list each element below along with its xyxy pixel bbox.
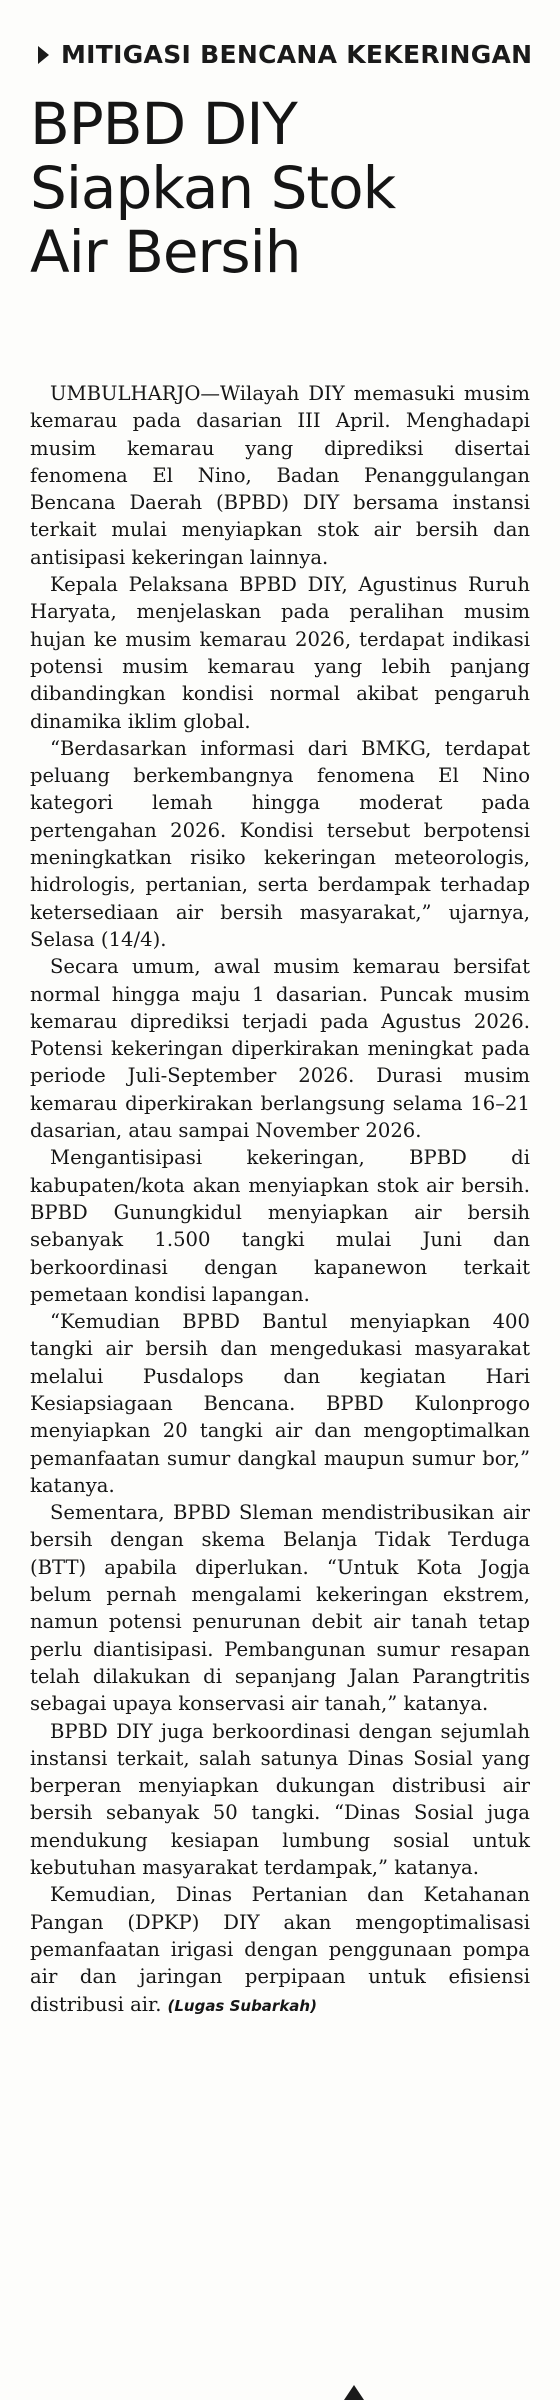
byline: (Lugas Subarkah) bbox=[167, 1996, 317, 2015]
paragraph-2: Kepala Pelaksana BPBD DIY, Agustinus Ruruh Haryata, menjelaskan pada peralihan musim hujan ke musim kemarau 2026, terdapat indikasi potensi musim kemarau yang lebih panjang dibandingkan kondisi normal akibat pengaruh dinamika iklim global. bbox=[30, 573, 530, 733]
paragraph-1: UMBULHARJO—Wilayah DIY memasuki musim kemarau pada dasarian III April. Menghadapi musim kemarau yang diprediksi disertai fenomena El Nino, Badan Penanggulangan Bencana Daerah (BPBD) DIY bersama instansi terkait mulai menyiapkan stok air bersih dan antisipasi kekeringan lainnya. bbox=[30, 382, 530, 569]
triangle-right-icon bbox=[38, 46, 49, 64]
section-rubric bbox=[38, 40, 532, 69]
end-mark-icon bbox=[344, 2385, 364, 2400]
headline-line-3: Air Bersih bbox=[30, 218, 301, 286]
article-body bbox=[30, 380, 530, 2020]
paragraph-4: Secara umum, awal musim kemarau bersifat normal hingga maju 1 dasarian. Puncak musim kemarau diprediksi terjadi pada Agustus 2026. Potensi kekeringan diperkirakan meningkat pada periode Juli-September 2026. Durasi musim kemarau diperkirakan berlangsung selama 16–21 dasarian, atau sampai November 2026. bbox=[30, 955, 530, 1143]
paragraph-5: Mengantisipasi kekeringan, BPBD di kabupaten/kota akan menyiapkan stok air bersih. BPBD Gunungkidul menyiapkan air bersih sebanyak 1.500 tangki mulai Juni dan berkoordinasi dengan kapanewon terkait pemetaan kondisi lapangan. bbox=[30, 1146, 530, 1306]
headline-line-2: Siapkan Stok bbox=[30, 154, 396, 222]
paragraph-8: BPBD DIY juga berkoordinasi dengan sejumlah instansi terkait, salah satunya Dinas Sosial yang berperan menyiapkan dukungan distribusi air bersih sebanyak 50 tangki. “Dinas Sosial juga mendukung kesiapan lumbung sosial untuk kebutuhan masyarakat terdampak,” katanya. bbox=[30, 1719, 530, 1880]
paragraph-9 bbox=[30, 1881, 530, 2019]
paragraph-9-text: Kemudian, Dinas Pertanian dan Ketahanan Pangan (DPKP) DIY akan mengoptimalisasi pemanfaatan irigasi dengan penggunaan pompa air dan jaringan perpipaan untuk efisiensi distribusi air. bbox=[30, 1883, 530, 2016]
rubric-label: MITIGASI BENCANA KEKERINGAN bbox=[61, 40, 533, 69]
paragraph-3: “Berdasarkan informasi dari BMKG, terdapat peluang berkembangnya fenomena El Nino kategori lemah hingga moderat pada pertengahan 2026. Kondisi tersebut berpotensi meningkatkan risiko kekeringan meteorologis, hidrologis, pertanian, serta berdampak terhadap ketersediaan air bersih masyarakat,” ujarnya, Selasa (14/4). bbox=[30, 736, 530, 951]
paragraph-6: “Kemudian BPBD Bantul menyiapkan 400 tangki air bersih dan mengedukasi masyarakat melalui Pusdalops dan kegiatan Hari Kesiapsiagaan Bencana. BPBD Kulonprogo menyiapkan 20 tangki air dan mengoptimalkan pemanfaatan sumur dangkal maupun sumur bor,” katanya. bbox=[30, 1310, 530, 1497]
headline bbox=[30, 92, 530, 284]
paragraph-7: Sementara, BPBD Sleman mendistribusikan air bersih dengan skema Belanja Tidak Terduga (BTT) apabila diperlukan. “Untuk Kota Jogja belum pernah mengalami kekeringan ekstrem, namun potensi penurunan debit air tanah tetap perlu diantisipasi. Pembangunan sumur resapan telah dilakukan di sepanjang Jalan Parangtritis sebagai upaya konservasi air tanah,” katanya. bbox=[30, 1501, 530, 1716]
headline-line-1: BPBD DIY bbox=[30, 90, 297, 158]
